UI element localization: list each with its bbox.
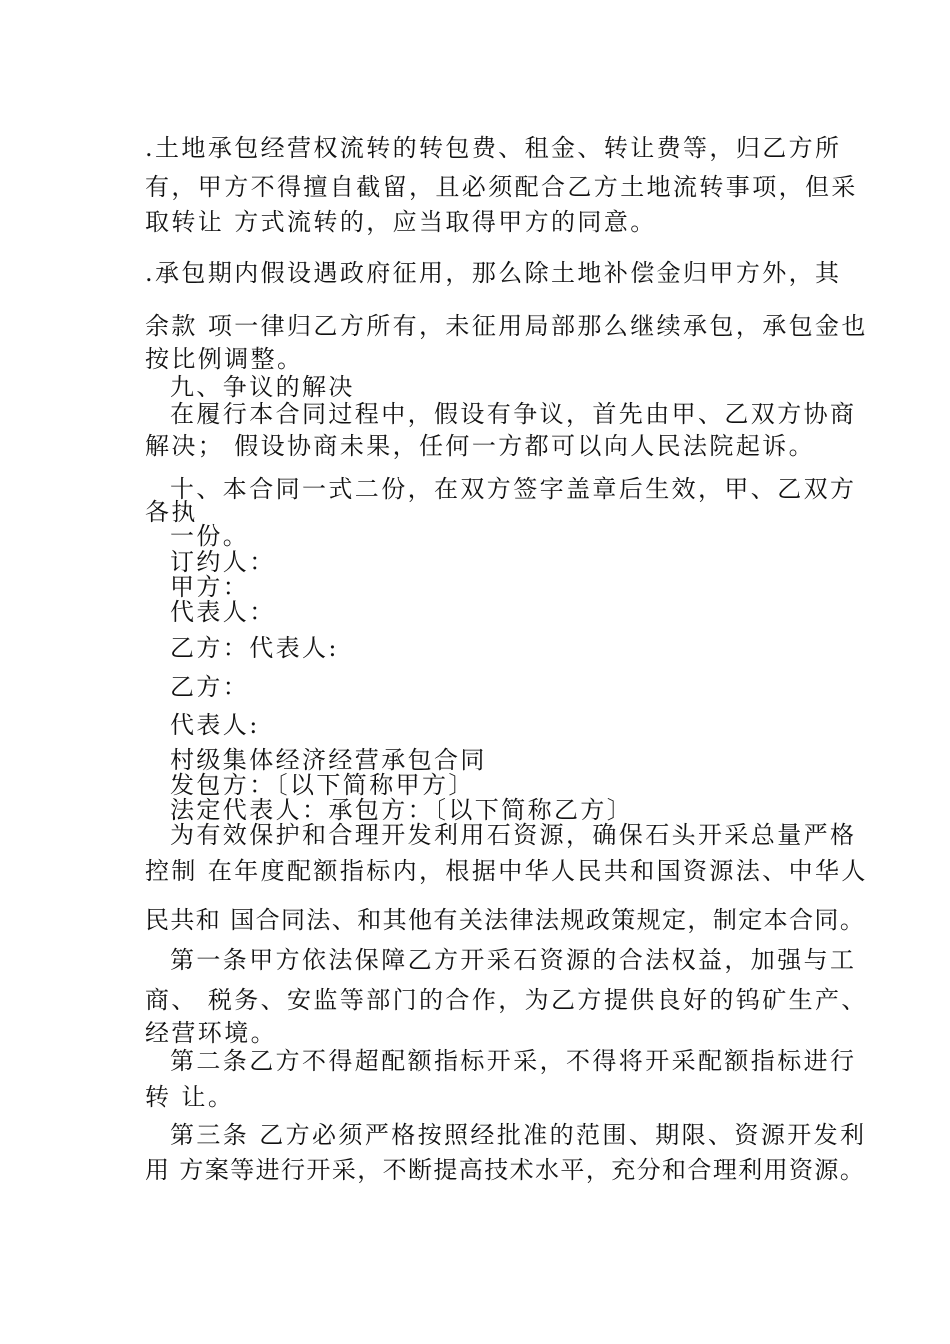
signature-label: 订约人： (170, 548, 276, 576)
paragraph-line: 为有效保护和合理开发利用石资源，确保石头开采总量严格 (170, 821, 857, 849)
paragraph-line: 用 方案等进行开采，不断提高技术水平，充分和合理利用资源。 (145, 1156, 866, 1184)
paragraph-line: 转 让。 (145, 1083, 235, 1111)
paragraph-line: 余款 项一律归乙方所有，未征用局部那么继续承包，承包金也 (145, 312, 868, 340)
signature-label: 代表人： (170, 598, 276, 626)
party-line: 发包方：〔以下简称甲方〕 (170, 771, 475, 799)
paragraph-line: .土地承包经营权流转的转包费、租金、转让费等，归乙方所 (145, 134, 842, 162)
paragraph-line: .承包期内假设遇政府征用，那么除土地补偿金归甲方外，其 (145, 259, 842, 287)
paragraph-line: 有，甲方不得擅自截留，且必须配合乙方土地流转事项，但采 (145, 173, 858, 201)
paragraph-line: 在履行本合同过程中，假设有争议，首先由甲、乙双方协商 (170, 400, 857, 428)
signature-label: 甲方： (170, 573, 250, 601)
article-line: 第一条甲方依法保障乙方开采石资源的合法权益，加强与工 (170, 946, 857, 974)
party-line: 法定代表人：承包方：〔以下简称乙方〕 (170, 796, 634, 824)
paragraph-line: 十、本合同一式二份，在双方签字盖章后生效，甲、乙双方 (170, 475, 857, 503)
paragraph-line: 按比例调整。 (145, 345, 304, 373)
signature-label: 代表人: (170, 711, 260, 739)
paragraph-line: 控制 在年度配额指标内，根据中华人民共和国资源法、中华人 (145, 857, 868, 885)
paragraph-line: 解决； 假设协商未果，任何一方都可以向人民法院起诉。 (145, 432, 816, 460)
paragraph-line: 商、 税务、安监等部门的合作，为乙方提供良好的钨矿生产、 (145, 986, 868, 1014)
paragraph-line: 一份。 (170, 522, 250, 550)
article-line: 第三条 乙方必须严格按照经批准的范围、期限、资源开发利 (170, 1121, 867, 1149)
section-heading: 九、争议的解决 (170, 373, 355, 401)
article-line: 第二条乙方不得超配额指标开采，不得将开采配额指标进行 (170, 1047, 857, 1075)
paragraph-line: 经营环境。 (145, 1019, 277, 1047)
paragraph-line: 取转让 方式流转的，应当取得甲方的同意。 (145, 208, 657, 236)
paragraph-line: 各执 (145, 498, 198, 526)
signature-label: 乙方： (170, 673, 250, 701)
paragraph-line: 民共和 国合同法、和其他有关法律法规政策规定，制定本合同。 (145, 906, 866, 934)
signature-label: 乙方：代表人: (170, 634, 339, 662)
contract-title: 村级集体经济经营承包合同 (170, 746, 487, 774)
